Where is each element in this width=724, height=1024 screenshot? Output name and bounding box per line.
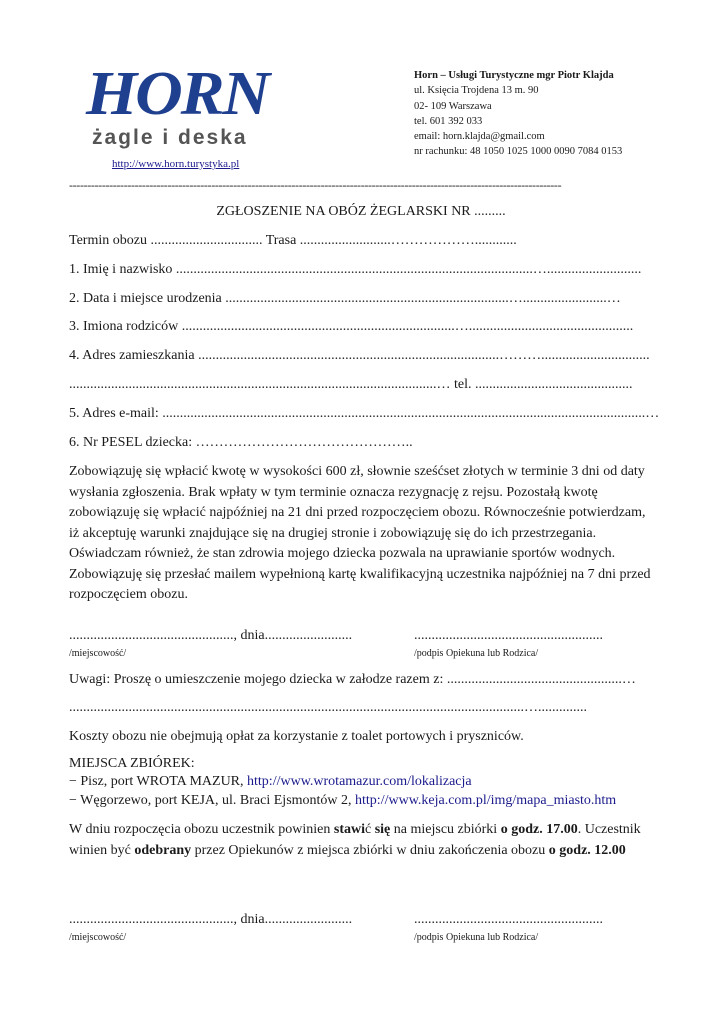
start-end-instructions (69, 820, 659, 861)
start-text-4: . Uczestnik winien być (69, 822, 641, 858)
start-text-2: ć (365, 822, 375, 837)
field-birth[interactable]: 2. Data i miejsce urodzenia .................................................................................…........................… (69, 291, 621, 306)
meeting-place-wegorzewo (69, 793, 616, 809)
start-text-3: na miejscu zbiórki (390, 822, 501, 837)
signature-caption-2: /podpis Opiekuna lub Rodzica/ (414, 932, 539, 943)
horn-logo (82, 64, 272, 150)
end-time: o godz. 12.00 (548, 842, 626, 858)
start-bold-2: się (374, 822, 391, 837)
address-city: 02- 109 Warszawa (414, 100, 492, 112)
field-parents[interactable]: 3. Imiona rodziców ..............................................................................…............................................... (69, 319, 634, 334)
form-title: ZGŁOSZENIE NA OBÓZ ŻEGLARSKI NR ......... (216, 204, 506, 219)
place-date-line[interactable]: ..............................................., dnia......................... (69, 628, 353, 643)
field-pesel[interactable]: 6. Nr PESEL dziecka: ……………………………………….. (69, 435, 413, 450)
bank-account: nr rachunku: 48 1050 1025 1000 0090 7084 0153 (414, 146, 623, 158)
website-link[interactable]: http://www.horn.turystyka.pl (112, 158, 240, 170)
field-email[interactable]: 5. Adres e-mail: ..........................................................................................................................................… (69, 406, 660, 421)
meeting-wegorzewo-text: − Węgorzewo, port KEJA, ul. Braci Ejsmontów 2, (69, 793, 356, 808)
logo-tagline: żagle i deska (92, 126, 248, 149)
company-name: Horn – Usługi Turystyczne mgr Piotr Klajda (414, 70, 614, 81)
signature-line-2[interactable]: ...................................................... (414, 912, 603, 927)
meeting-pisz-text: − Pisz, port WROTA MAZUR, (69, 774, 248, 789)
header-separator: --------------------------------------------------------------------------------------------------------------------------------------- (69, 178, 562, 192)
costs-note: Koszty obozu nie obejmują opłat za korzystanie z toalet portowych i pryszniców. (69, 729, 524, 744)
field-name[interactable]: 1. Imię i nazwisko ......................................................................................................…........................... (69, 262, 642, 277)
keja-link[interactable]: http://www.keja.com.pl/img/mapa_miasto.htm (355, 793, 617, 808)
start-time: o godz. 17.00 (500, 822, 578, 837)
address-street: ul. Księcia Trojdena 13 m. 90 (414, 85, 539, 97)
start-text-1: W dniu rozpoczęcia obozu uczestnik powinien (69, 822, 334, 837)
signature-line[interactable]: ...................................................... (414, 628, 603, 643)
wrotamazur-link[interactable]: http://www.wrotamazur.com/lokalizacja (247, 774, 472, 789)
place-date-line-2[interactable]: ..............................................., dnia......................... (69, 912, 353, 927)
uwagi-line[interactable]: Uwagi: Proszę o umieszczenie mojego dziecka w załodze razem z: ..................................................… (69, 672, 636, 687)
email: email: horn.klajda@gmail.com (414, 131, 545, 143)
start-bold-4: odebrany (134, 842, 192, 858)
place-caption: /miejscowość/ (69, 648, 127, 659)
phone: tel. 601 392 033 (414, 115, 483, 127)
field-termin[interactable]: Termin obozu ................................ Trasa ..........................………………............ (69, 233, 517, 248)
field-address[interactable]: 4. Adres zamieszkania ......................................................................................………............................... (69, 348, 650, 363)
place-caption-2: /miejscowość/ (69, 932, 127, 943)
declaration-text: Zobowiązuję się wpłacić kwotę w wysokości 600 zł, słownie sześćset złotych w terminie 3 dni od daty wysłania zgłoszenia. Brak wpłaty w tym terminie oznacza rezygnację z rejsu. Pozostałą kwotę zobowiązuję się wpłacić najpóźniej na 21 dni przed rozpoczęciem obozu. Równocześnie potwierdzam, iż akceptuję warunki znajdujące się na drugiej stronie i zobowiązuję się do ich przestrzegania. Oświadczam również, że stan zdrowia mojego dziecka pozwala na uprawianie sportów wodnych. Zobowiązuję się przesłać mailem wypełnioną kartę kwalifikacyjną uczestnika najpóźniej na 7 dni przed rozpoczęciem obozu. (69, 464, 651, 602)
field-address-tel[interactable]: .........................................................................................................… tel. ............................................. (69, 377, 633, 392)
signature-caption: /podpis Opiekuna lub Rodzica/ (414, 648, 539, 659)
start-bold-1: stawi (333, 822, 365, 837)
uwagi-continuation[interactable]: ..................................................................................................................................….............. (69, 700, 587, 715)
logo-wordmark: HORN (84, 64, 272, 128)
meeting-header: MIEJSCA ZBIÓREK: (69, 756, 195, 771)
company-info (414, 68, 622, 160)
meeting-place-pisz (69, 774, 472, 790)
start-text-5: przez Opiekunów z miejsca zbiórki w dniu zakończenia obozu (191, 842, 549, 858)
